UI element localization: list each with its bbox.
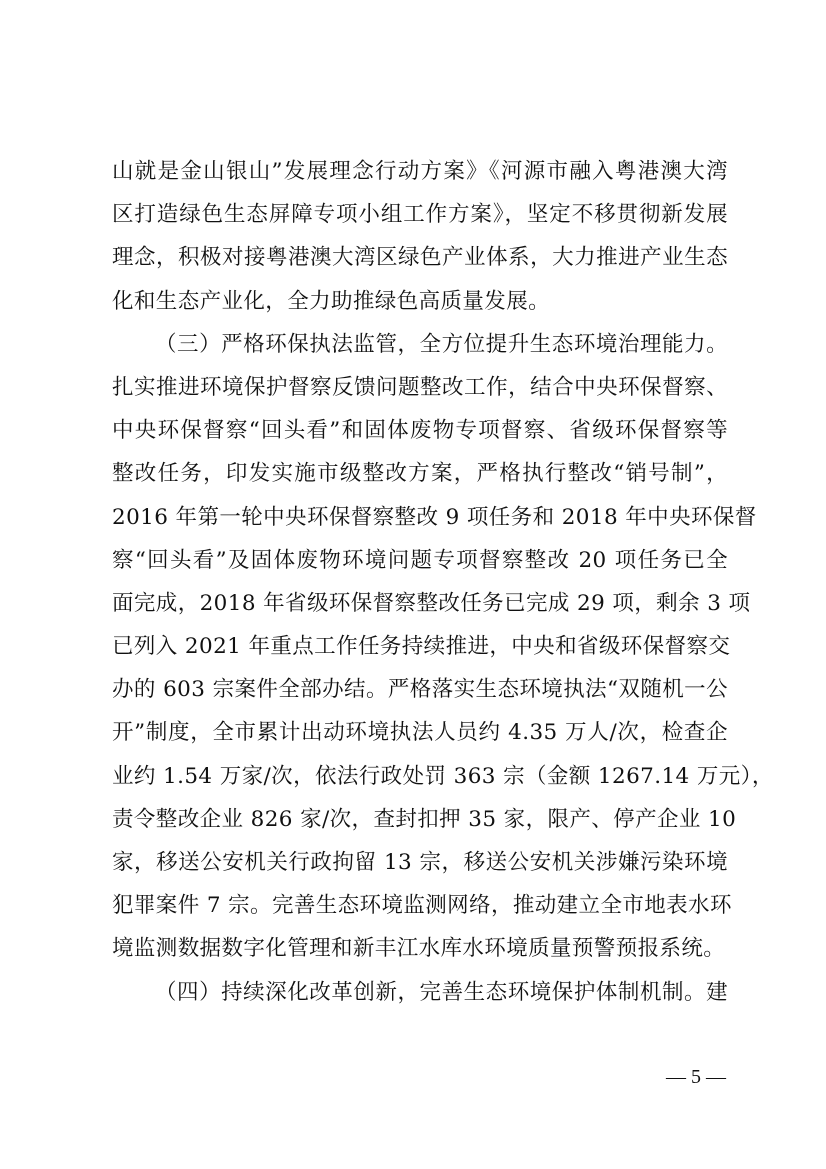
text-line: 家，移送公安机关行政拘留 13 宗，移送公安机关涉嫌污染环境: [112, 850, 728, 875]
text-line: 办的 603 宗案件全部办结。严格落实生态环境执法“双随机一公: [112, 677, 728, 703]
text-line: 犯罪案件 7 宗。完善生态环境监测网络，推动建立全市地表水环: [112, 893, 732, 919]
text-line: 理念，积极对接粤港澳大湾区绿色产业体系，大力推进产业生态: [112, 245, 728, 271]
text-line: 开”制度，全市累计出动环境执法人员约 4.35 万人/次，检查企: [112, 720, 728, 746]
section-heading-3: （三）严格环保执法监管，全方位提升生态环境治理能力。: [155, 331, 728, 357]
text-line: 化和生态产业化，全力助推绿色高质量发展。: [112, 288, 551, 314]
text-line: 区打造绿色生态屏障专项小组工作方案》，坚定不移贯彻新发展: [112, 202, 728, 228]
section-heading-4: （四）持续深化改革创新，完善生态环境保护体制机制。建: [155, 979, 728, 1005]
text-line: 已列入 2021 年重点工作任务持续推进，中央和省级环保督察交: [112, 634, 731, 660]
body-text: [112, 150, 774, 1014]
text-line: 2016 年第一轮中央环保督察整改 9 项任务和 2018 年中央环保督: [112, 504, 757, 530]
text-line: 扎实推进环境保护督察反馈问题整改工作，结合中央环保督察、: [112, 374, 728, 400]
text-line: 面完成，2018 年省级环保督察整改任务已完成 29 项，剩余 3 项: [112, 590, 751, 616]
page-number: — 5 —: [666, 1066, 726, 1088]
text-line: 察“回头看”及固体废物环境问题专项督察整改 20 项任务已全: [112, 547, 728, 573]
text-line: 境监测数据数字化管理和新丰江水库水环境质量预警预报系统。: [112, 936, 726, 962]
text-line: 中央环保督察“回头看”和固体废物专项督察、省级环保督察等: [112, 418, 728, 444]
text-line: 业约 1.54 万家/次，依法行政处罚 363 宗（金额 1267.14 万元），: [112, 763, 774, 789]
text-line: 整改任务，印发实施市级整改方案，严格执行整改“销号制”，: [112, 461, 728, 487]
text-line: 山就是金山银山”发展理念行动方案》《河源市融入粤港澳大湾: [112, 159, 728, 184]
text-line: 责令整改企业 826 家/次，查封扣押 35 家，限产、停产企业 10: [112, 806, 737, 832]
